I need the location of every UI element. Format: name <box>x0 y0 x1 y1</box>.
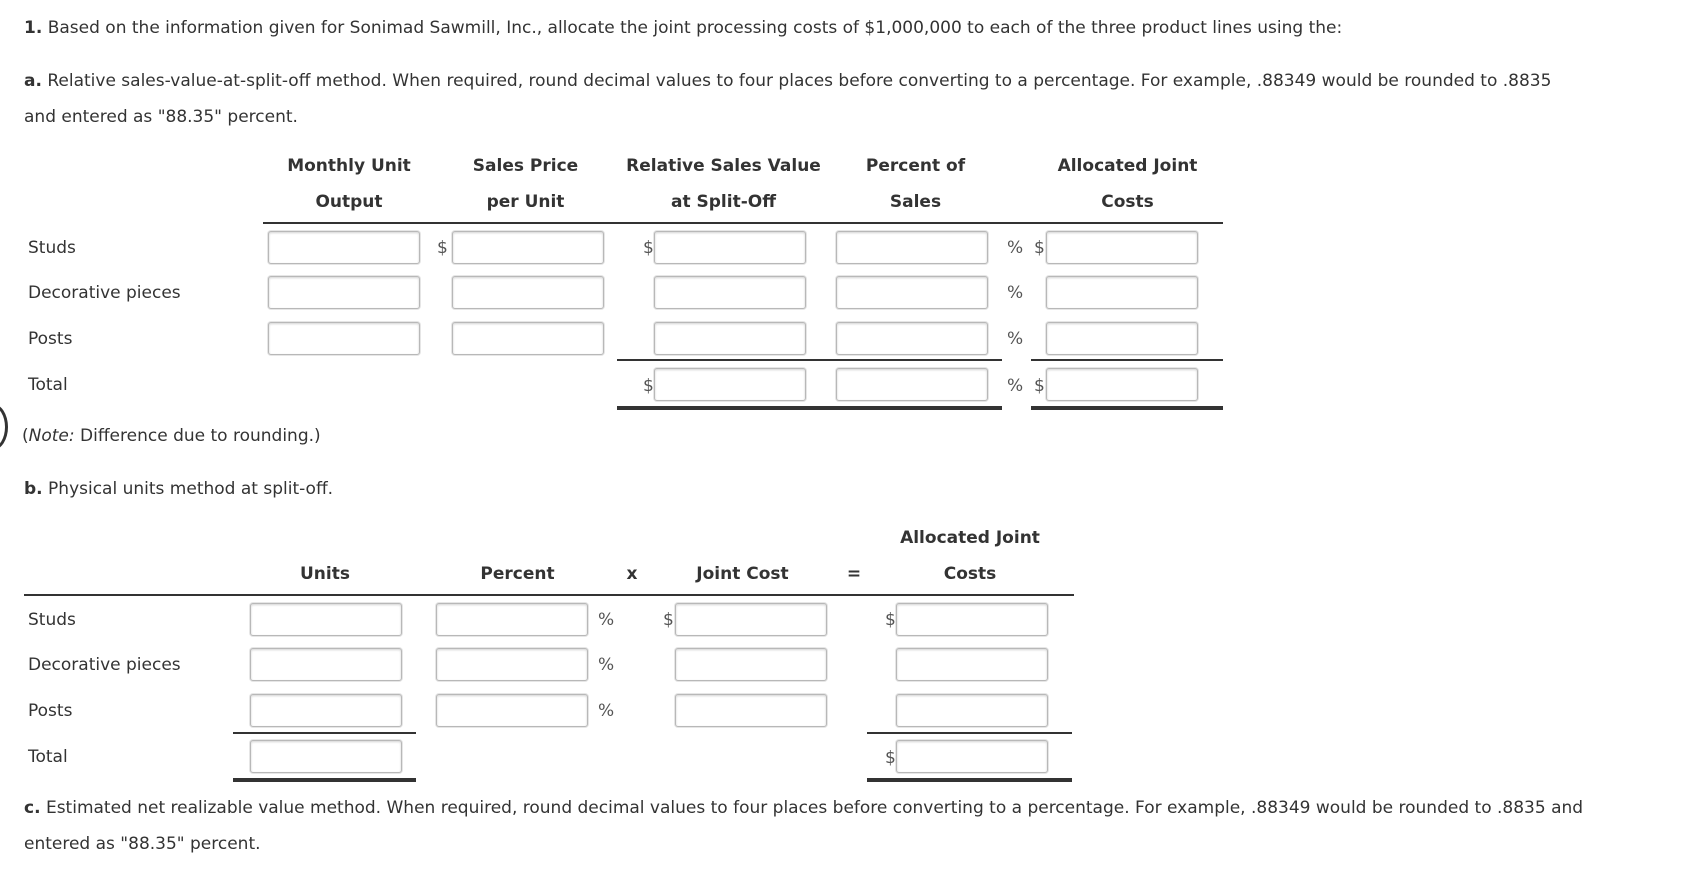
studs-relative-sales-value-input[interactable] <box>654 231 806 264</box>
subtotal-line <box>1031 359 1223 361</box>
part-b-label: b. <box>24 479 43 499</box>
part-b-instructions <box>24 471 333 507</box>
percent-sign: % <box>1007 329 1024 349</box>
header-equals: = <box>846 564 862 584</box>
dollar-sign: $ <box>437 238 448 258</box>
total-relative-sales-value-input[interactable] <box>654 368 806 401</box>
decorative-monthly-output-input[interactable] <box>268 276 420 309</box>
part-c-text-line2: entered as "88.35" percent. <box>24 834 261 854</box>
header-monthly-unit-output: Monthly Unit Output <box>287 156 411 212</box>
subtotal-line <box>617 359 1002 361</box>
decorative-relative-sales-value-input[interactable] <box>654 276 806 309</box>
decorative-percent-input[interactable] <box>436 648 588 681</box>
header-underline <box>263 222 1223 224</box>
row-label-studs: Studs <box>28 238 76 258</box>
partial-circle-graphic <box>0 404 8 450</box>
part-a-label: a. <box>24 71 42 91</box>
subtotal-line-b <box>867 732 1072 734</box>
decorative-allocated-joint-costs-input[interactable] <box>1046 276 1198 309</box>
total-double-underline-b <box>867 778 1072 782</box>
dollar-sign: $ <box>885 610 896 630</box>
part-c-label: c. <box>24 798 41 818</box>
row-label-decorative-pieces-b: Decorative pieces <box>28 655 181 675</box>
decorative-percent-of-sales-input[interactable] <box>836 276 988 309</box>
percent-sign: % <box>1007 376 1024 396</box>
header-allocated-joint-costs: Allocated Joint Costs <box>1057 156 1198 212</box>
dollar-sign: $ <box>885 748 896 768</box>
dollar-sign: $ <box>1034 376 1045 396</box>
studs-joint-cost-input[interactable] <box>675 603 827 636</box>
decorative-sales-price-input[interactable] <box>452 276 604 309</box>
studs-monthly-output-input[interactable] <box>268 231 420 264</box>
percent-sign: % <box>598 610 615 630</box>
posts-percent-input[interactable] <box>436 694 588 727</box>
studs-allocated-joint-costs-input[interactable] <box>1046 231 1198 264</box>
header-percent: Percent <box>480 564 555 584</box>
part-a-instructions-line1 <box>24 63 1551 99</box>
posts-percent-of-sales-input[interactable] <box>836 322 988 355</box>
studs-percent-of-sales-input[interactable] <box>836 231 988 264</box>
dollar-sign: $ <box>643 376 654 396</box>
header-units: Units <box>300 564 350 584</box>
question-text <box>24 10 1342 46</box>
total-units-input[interactable] <box>250 740 402 773</box>
posts-allocated-joint-costs-input[interactable] <box>1046 322 1198 355</box>
posts-joint-cost-input[interactable] <box>675 694 827 727</box>
posts-units-input[interactable] <box>250 694 402 727</box>
rounding-note: (Note: Difference due to rounding.) <box>22 426 321 446</box>
question-number: 1. <box>24 18 43 38</box>
subtotal-line-b <box>233 732 416 734</box>
question-body: Based on the information given for Sonimad Sawmill, Inc., allocate the joint processing costs of $1,000,000 to each of the three product lines using the: <box>47 18 1343 38</box>
posts-sales-price-input[interactable] <box>452 322 604 355</box>
header-underline-b <box>24 594 1074 596</box>
decorative-joint-cost-input[interactable] <box>675 648 827 681</box>
studs-sales-price-input[interactable] <box>452 231 604 264</box>
dollar-sign: $ <box>643 238 654 258</box>
total-double-underline <box>617 406 1002 410</box>
header-relative-sales-value: Relative Sales Value at Split-Off <box>626 156 821 212</box>
posts-relative-sales-value-input[interactable] <box>654 322 806 355</box>
studs-allocated-costs-input[interactable] <box>896 603 1048 636</box>
header-percent-of-sales: Percent of Sales <box>865 156 966 212</box>
total-double-underline-b <box>233 778 416 782</box>
row-label-total-b: Total <box>28 747 68 767</box>
decorative-allocated-costs-input[interactable] <box>896 648 1048 681</box>
part-c-text-line1: Estimated net realizable value method. When required, round decimal values to four places before converting to a percentage. For example, .88349 would be rounded to .8835 and <box>45 798 1584 818</box>
row-label-studs-b: Studs <box>28 610 76 630</box>
total-percent-of-sales-input[interactable] <box>836 368 988 401</box>
studs-percent-input[interactable] <box>436 603 588 636</box>
part-c-instructions-line1 <box>24 790 1583 826</box>
header-allocated-joint-costs-b: Allocated Joint Costs <box>900 528 1040 584</box>
note-label: Note: <box>28 426 75 446</box>
studs-units-input[interactable] <box>250 603 402 636</box>
row-label-posts-b: Posts <box>28 701 73 721</box>
dollar-sign: $ <box>663 610 674 630</box>
posts-allocated-costs-input[interactable] <box>896 694 1048 727</box>
decorative-units-input[interactable] <box>250 648 402 681</box>
row-label-decorative-pieces: Decorative pieces <box>28 283 181 303</box>
posts-monthly-output-input[interactable] <box>268 322 420 355</box>
part-b-text: Physical units method at split-off. <box>48 479 334 499</box>
percent-sign: % <box>1007 238 1024 258</box>
row-label-total: Total <box>28 375 68 395</box>
header-sales-price: Sales Price per Unit <box>472 156 579 212</box>
total-double-underline <box>1031 406 1223 410</box>
header-times: x <box>626 564 638 584</box>
header-joint-cost: Joint Cost <box>696 564 789 584</box>
total-allocated-joint-costs-input[interactable] <box>1046 368 1198 401</box>
percent-sign: % <box>598 655 615 675</box>
percent-sign: % <box>598 701 615 721</box>
percent-sign: % <box>1007 283 1024 303</box>
row-label-posts: Posts <box>28 329 73 349</box>
total-allocated-costs-input[interactable] <box>896 740 1048 773</box>
part-a-text-line2: and entered as "88.35" percent. <box>24 107 298 127</box>
dollar-sign: $ <box>1034 238 1045 258</box>
part-a-text-line1: Relative sales-value-at-split-off method. When required, round decimal values to four places before converting to a percentage. For example, .88349 would be rounded to .8835 <box>47 71 1552 91</box>
